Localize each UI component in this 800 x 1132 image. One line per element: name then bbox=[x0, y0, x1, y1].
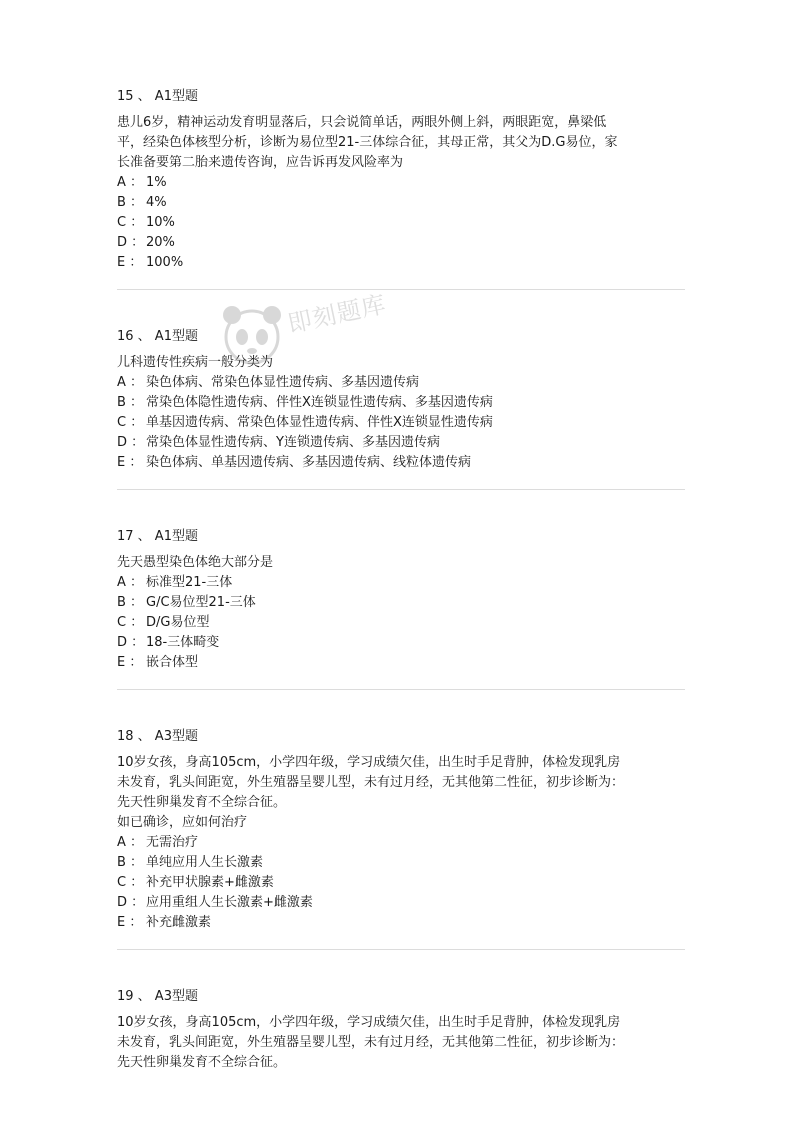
question-header: 19 、 A3型题 bbox=[117, 989, 198, 1004]
question-stem bbox=[117, 113, 687, 173]
option-text: 100% bbox=[146, 255, 184, 270]
option-label: C ： bbox=[117, 215, 144, 230]
option-label: D ： bbox=[117, 895, 145, 910]
question-divider bbox=[117, 689, 685, 690]
option-label: C ： bbox=[117, 415, 144, 430]
stem-line: 10岁女孩，身高105cm，小学四年级，学习成绩欠佳，出生时手足背肿，体检发现乳房 bbox=[117, 755, 621, 770]
option-text: 无需治疗 bbox=[146, 835, 199, 850]
option-label: D ： bbox=[117, 435, 145, 450]
option-text: 补充甲状腺素+雌激素 bbox=[146, 875, 274, 890]
option-text: 嵌合体型 bbox=[146, 655, 199, 670]
question-18 bbox=[117, 728, 687, 929]
document-page bbox=[117, 88, 687, 1073]
option-text: 常染色体显性遗传病、Y连锁遗传病、多基因遗传病 bbox=[146, 435, 440, 450]
option-e bbox=[117, 253, 687, 273]
option-text: 应用重组人生长激素+雌激素 bbox=[146, 895, 313, 910]
option-text: 补充雌激素 bbox=[146, 915, 212, 930]
stem-line: 10岁女孩，身高105cm，小学四年级，学习成绩欠佳，出生时手足背肿，体检发现乳房 bbox=[117, 1015, 621, 1030]
stem-line: 儿科遗传性疾病一般分类为 bbox=[117, 355, 274, 370]
option-e bbox=[117, 453, 687, 473]
option-text: 单纯应用人生长激素 bbox=[146, 855, 264, 870]
option-c bbox=[117, 413, 687, 433]
option-label: D ： bbox=[117, 635, 145, 650]
question-divider bbox=[117, 289, 685, 290]
question-stem bbox=[117, 1013, 687, 1073]
option-label: B ： bbox=[117, 395, 144, 410]
option-label: B ： bbox=[117, 855, 144, 870]
question-header: 15 、 A1型题 bbox=[117, 89, 198, 104]
question-19 bbox=[117, 988, 687, 1073]
question-16 bbox=[117, 328, 687, 469]
stem-line: 平，经染色体核型分析，诊断为易位型21-三体综合征，其母正常，其父为D.G易位，家 bbox=[117, 135, 618, 150]
option-label: B ： bbox=[117, 195, 144, 210]
option-label: A ： bbox=[117, 175, 144, 190]
option-text: 1% bbox=[146, 175, 167, 190]
question-header: 18 、 A3型题 bbox=[117, 729, 198, 744]
question-stem bbox=[117, 553, 687, 573]
option-c bbox=[117, 873, 687, 893]
stem-line: 先天性卵巢发育不全综合征。 bbox=[117, 1055, 287, 1070]
option-e bbox=[117, 913, 687, 933]
option-text: D/G易位型 bbox=[146, 615, 210, 630]
option-a bbox=[117, 573, 687, 593]
option-a bbox=[117, 173, 687, 193]
option-c bbox=[117, 613, 687, 633]
option-label: D ： bbox=[117, 235, 145, 250]
question-stem bbox=[117, 353, 687, 373]
stem-line: 如已确诊，应如何治疗 bbox=[117, 815, 248, 830]
option-label: A ： bbox=[117, 575, 144, 590]
option-e bbox=[117, 653, 687, 673]
option-a bbox=[117, 833, 687, 853]
option-text: 20% bbox=[146, 235, 175, 250]
option-label: B ： bbox=[117, 595, 144, 610]
option-d bbox=[117, 233, 687, 253]
option-label: E ： bbox=[117, 455, 143, 470]
option-b bbox=[117, 853, 687, 873]
option-label: A ： bbox=[117, 835, 144, 850]
watermark-text: 即刻题库 bbox=[285, 290, 389, 339]
stem-line: 先天性卵巢发育不全综合征。 bbox=[117, 795, 287, 810]
question-17 bbox=[117, 528, 687, 669]
stem-line: 患儿6岁，精神运动发育明显落后，只会说简单话，两眼外侧上斜，两眼距宽，鼻梁低 bbox=[117, 115, 607, 130]
question-stem bbox=[117, 753, 687, 833]
option-label: E ： bbox=[117, 915, 143, 930]
question-divider bbox=[117, 489, 685, 490]
option-text: G/C易位型21-三体 bbox=[146, 595, 256, 610]
option-b bbox=[117, 593, 687, 613]
question-header: 16 、 A1型题 bbox=[117, 329, 198, 344]
option-label: E ： bbox=[117, 655, 143, 670]
option-d bbox=[117, 433, 687, 453]
option-d bbox=[117, 893, 687, 913]
option-label: A ： bbox=[117, 375, 144, 390]
stem-line: 长准备要第二胎来遗传咨询，应告诉再发风险率为 bbox=[117, 155, 404, 170]
option-text: 10% bbox=[146, 215, 175, 230]
option-text: 标准型21-三体 bbox=[146, 575, 233, 590]
option-d bbox=[117, 633, 687, 653]
question-header: 17 、 A1型题 bbox=[117, 529, 198, 544]
option-label: C ： bbox=[117, 875, 144, 890]
option-text: 染色体病、单基因遗传病、多基因遗传病、线粒体遗传病 bbox=[146, 455, 472, 470]
stem-line: 未发育，乳头间距宽，外生殖器呈婴儿型，未有过月经，无其他第二性征，初步诊断为： bbox=[117, 1035, 625, 1050]
option-a bbox=[117, 373, 687, 393]
option-b bbox=[117, 193, 687, 213]
option-c bbox=[117, 213, 687, 233]
option-b bbox=[117, 393, 687, 413]
option-text: 染色体病、常染色体显性遗传病、多基因遗传病 bbox=[146, 375, 420, 390]
option-text: 4% bbox=[146, 195, 167, 210]
option-label: E ： bbox=[117, 255, 143, 270]
question-15 bbox=[117, 88, 687, 269]
option-text: 常染色体隐性遗传病、伴性X连锁显性遗传病、多基因遗传病 bbox=[146, 395, 493, 410]
stem-line: 先天愚型染色体绝大部分是 bbox=[117, 555, 274, 570]
option-label: C ： bbox=[117, 615, 144, 630]
option-text: 18-三体畸变 bbox=[146, 635, 220, 650]
question-divider bbox=[117, 949, 685, 950]
option-text: 单基因遗传病、常染色体显性遗传病、伴性X连锁显性遗传病 bbox=[146, 415, 493, 430]
stem-line: 未发育，乳头间距宽，外生殖器呈婴儿型，未有过月经，无其他第二性征，初步诊断为： bbox=[117, 775, 625, 790]
